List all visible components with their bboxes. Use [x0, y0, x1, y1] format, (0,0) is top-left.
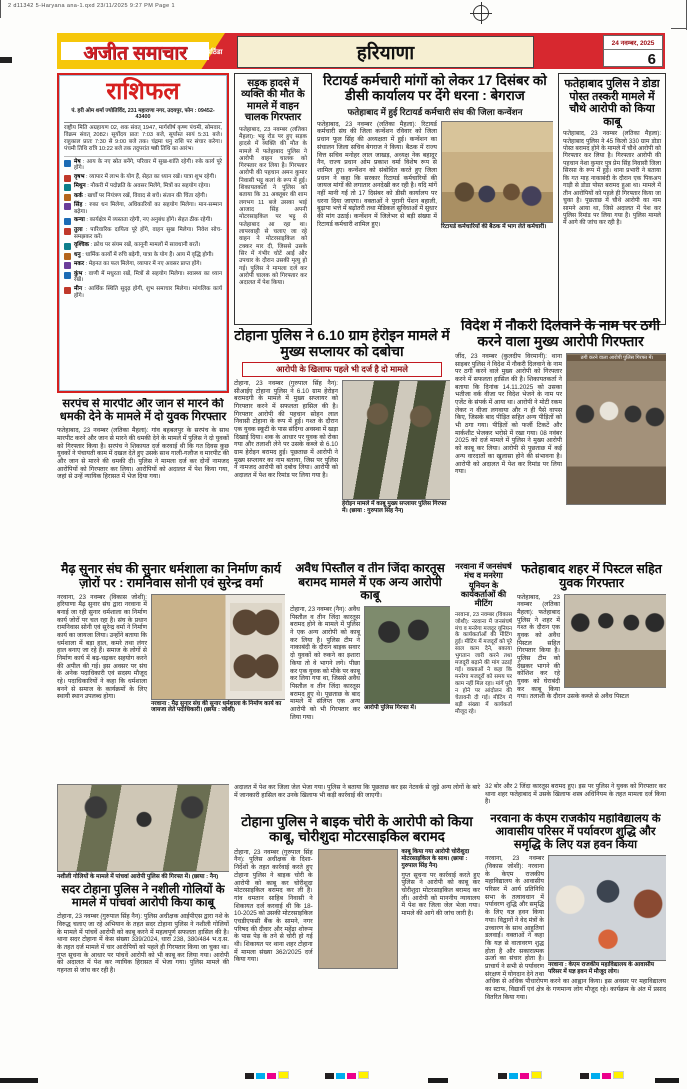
article-pistol-cartridge	[290, 562, 450, 780]
page-number: 6	[647, 51, 656, 68]
zodiac-text: वृषभ : व्यापार में लाभ के योग हैं, सेहत का ध्यान रखें। यात्रा शुभ रहेगी।	[74, 173, 217, 180]
crop-mark-left-icon	[0, 0, 1, 18]
subheadline: फतेहाबाद में हुई रिटायर्ड कर्मचारी संघ की जिला कन्वेंशन	[347, 106, 523, 117]
reg-bar-right-icon	[655, 1078, 679, 1083]
headline: अवैध पिस्तौल व तीन जिंदा कारतूस बरामद मामले में एक अन्य आरोपी काबू	[295, 562, 445, 603]
article-bike	[234, 814, 480, 1072]
zodiac-row	[64, 217, 222, 225]
zodiac-cancer-icon	[64, 194, 71, 201]
cmyk-group-4-icon	[580, 1066, 626, 1084]
zodiac-text: मीन : आर्थिक स्थिति सुदृढ़ होगी, शुभ समाचार मिलेगा। मांगलिक कार्य होंगे।	[74, 285, 222, 299]
zodiac-sagittarius-icon	[64, 253, 71, 260]
headline: नरवाना के केएम राजकीय महाविद्यालय के आवासीय परिसर में पर्यावरण शुद्धि और समृद्धि के लिए यज्ञ हवन किया	[490, 813, 661, 852]
article-body: नरवाना, 23 नवम्बर (विकास जोशी): नरवाना में जनसंघर्ष मंच व मनरेगा मजदूर यूनियन के कार्यकर्ताओं की मीटिंग हुई। मीटिंग में मजदूरों को पूरे साल काम देने, बकाया भुगतान जारी करने तथा मजदूरी बढ़ाने की मांग उठाई गई। वक्ताओं ने कहा कि मनरेगा मजदूरों को समय पर काम नहीं मिल रहा। मांगें पूरी न होने पर आंदोलन की चेतावनी दी गई। मीटिंग में बड़ी संख्या में कार्यकर्ता मौजूद रहे।	[455, 611, 512, 715]
article-pills	[57, 784, 229, 1072]
retired-meeting-photo	[441, 121, 553, 223]
photo-caption: आरोपी पुलिस गिरफ्त में।	[364, 705, 417, 712]
article-body: टोहाना, 23 नवम्बर (गुरुपाल सिंह नैन): पुलिस अधीक्षक के दिशा-निर्देशों के तहत कार्रवाई करते हुए टोहाना पुलिस ने बाइक चोरी के आरोपी को काबू कर चोरीशुदा मोटरसाइकिल बरामद कर ली है। गांव धमतान साहिब निवासी ने शिकायत दर्ज करवाई थी कि 18-10-2025 को उसकी मोटरसाइकिल एचडीएफसी बैंक के सामने, नगर परिषद की दीवार और महेंद्रा शोरूम के पास पेड़ के तने से चोरी हो गई थी। शिकायत पर थाना शहर टोहाना में मामला संख्या 362/2025 दर्ज किया गया।	[234, 848, 313, 964]
zodiac-virgo-icon	[64, 218, 71, 225]
section-box	[237, 36, 534, 68]
horoscope-credit: पं. हरी ओम शर्मा ज्योतिर्विद, 231 महाराणा नगर, उदयपुर, फोन : 09452-43400	[64, 106, 222, 123]
officials-inset-photo	[230, 603, 282, 691]
zodiac-row	[64, 174, 222, 182]
zodiac-taurus-icon	[64, 175, 71, 182]
paper-name: अजीत समाचार	[83, 43, 187, 64]
zodiac-scorpio-icon	[64, 243, 71, 250]
photo-caption: हेरोइन मामले में काबू मुख्य सप्लायर पुलिस गिरफ्त में। (छाया : गुरुपाल सिंह नैन)	[342, 500, 447, 514]
zodiac-text: सिंह : रुका धन मिलेगा, अधिकारियों का सहयोग मिलेगा। मान-सम्मान बढ़ेगा।	[74, 202, 222, 216]
photo-caption: रिटायर्ड कर्मचारियों की बैठक में भाग लेते कर्मचारी।	[441, 223, 547, 230]
photo-caption: नशीली गोलियों के मामले में पांचवां आरोपी पुलिस की गिरफ्त में। (छाया : नैन)	[57, 874, 219, 880]
headline: नरवाना में जनसंघर्ष मंच व मनरेगा यूनियन के कार्यकर्ताओं की मीटिंग	[455, 562, 512, 609]
pistol-youth-photo	[564, 594, 666, 688]
zodiac-text: मकर : मेहनत का फल मिलेगा, व्यापार में नए अवसर प्राप्त होंगे।	[74, 261, 202, 268]
zodiac-text: तुला : पारिवारिक दायित्व पूरे होंगे, वाहन सुख मिलेगा। निवेश सोच-समझकर करें।	[74, 226, 222, 240]
photo-caption: नरवाना : मैढ़ सुनार संघ की सुनार धर्मशाला के निर्माण कार्य का जायजा लेते पदाधिकारी। (छाया : जोशी)	[151, 700, 282, 714]
article-pistol-cartridge-continuation: अदालत में पेश कर जिला जेल भेजा गया। पुलिस ने बताया कि पूछताछ कर इस नेटवर्क से जुड़े अन्य लोगों के बारे में जानकारी हासिल कर उनके खिलाफ भी कड़ी कार्रवाई की जाएगी।	[234, 784, 480, 799]
zodiac-row	[64, 227, 222, 241]
headline: मैढ़ सुनार संघ की सुनार धर्मशाला का निर्माण कार्य ज़ोरों पर : रामनिवास सोनी एवं सुरेन्द्र वर्मा	[61, 562, 281, 591]
cmyk-group-2-icon	[325, 1066, 371, 1084]
pills-accused-photo	[57, 784, 229, 872]
cmyk-group-1-icon	[245, 1066, 291, 1084]
article-pistol-youth-continuation: 32 बोर और 2 जिंदा कारतूस बरामद हुए। इस पर पुलिस ने युवक को गिरफ्तार कर थाना शहर फतेहाबाद में उसके खिलाफ शस्त्र अधिनियम के तहत मामला दर्ज किया है।	[485, 783, 666, 806]
article-accident	[234, 73, 312, 325]
fraud-accused-photo	[566, 353, 666, 505]
article-sunar	[57, 562, 285, 780]
zodiac-text: मिथुन : नौकरी में पदोन्नति के अवसर मिलेंगे, मित्रों का सहयोग रहेगा।	[74, 183, 211, 190]
zodiac-row	[64, 183, 222, 191]
print-slug-line: 2 d11342 5-Haryana ana-1.qxd 23/11/2025 9:27 PM Page 1	[8, 3, 175, 9]
horoscope-intro: राष्ट्रीय मिति अग्रहायण 02, शक संवत् 1947, मार्गशीर्ष कृष्ण पंचमी, सोमवार, विक्रम संवत् 2082। सूर्योदय प्रातः 7:03 बजे, सूर्यास्त सायं 5:31 बजे। राहुकाल प्रातः 7:30 से 9:00 बजे तक। चंद्रमा धनु राशि पर संचार करेगा। पंचमी तिथि रात्रि 10:22 बजे तक तदुपरांत षष्ठी तिथि का आरंभ।	[64, 125, 222, 157]
heroin-accused-photo	[342, 380, 450, 500]
zodiac-row	[64, 252, 222, 260]
edition-label: बठिंडा	[207, 49, 223, 56]
dharamshala-construction-photo	[151, 594, 285, 700]
red-subhead-box: आरोपी के खिलाफ पहले भी दर्ज है दो मामले	[242, 362, 442, 377]
headline: टोहाना पुलिस ने बाइक चोरी के आरोपी को किया काबू, चोरीशुदा मोटरसाइकिल बरामद	[241, 814, 473, 845]
zodiac-text: मेष : आय के नए स्रोत बनेंगे, परिवार में सुख-शांति रहेगी। रुके कार्य पूरे होंगे।	[74, 158, 222, 172]
reg-dash-mid-icon	[428, 1078, 448, 1083]
zodiac-leo-icon	[64, 203, 71, 210]
article-body: टोहाना, 23 नवम्बर (नैन): अवैध पिस्तौल व तीन जिंदा कारतूस बरामद होने के मामले में पुलिस ने एक अन्य आरोपी को काबू कर लिया है। पुलिस टीम ने नाकाबंदी के दौरान बाइक सवार दो युवकों को रुकने का इशारा किया तो वे भागने लगे। पीछा कर एक युवक को मौके पर काबू कर लिया गया था, जिससे अवैध पिस्तौल व तीन जिंदा कारतूस बरामद हुए थे। पूछताछ के बाद मामले में संलिप्त एक अन्य आरोपी को भी गिरफ्तार कर लिया गया।	[290, 606, 360, 721]
article-fraud	[455, 318, 666, 558]
headline: सड़क हादसे में व्यक्ति की मौत के मामले में वाहन चालक गिरफ्तार	[241, 78, 305, 124]
article-body: फतेहाबाद, 23 नवम्बर (लतिका मैहला): गांव बहबलपुर के सरपंच के साथ मारपीट करने और जान से मारने की धमकी देने के मामले में पुलिस ने दो युवकों को गिरफ्तार किया है। सरपंच ने शिकायत दर्ज करवाई थी कि गत दिवस कुछ युवकों ने पंचायती काम में दखल देते हुए उसके साथ गाली-गलौज व मारपीट की और जान से मारने की धमकी दी। पुलिस ने मामला दर्ज कर दोनों नामजद आरोपियों को गिरफ्तार कर लिया। आरोपियों को अदालत में पेश किया गया, जहां से उन्हें न्यायिक हिरासत में भेज दिया गया।	[57, 427, 229, 481]
article-body: जींद, 23 नवम्बर (कुलदीप विरमानी): थाना साइबर पुलिस ने विदेश में नौकरी दिलवाने के नाम पर ठगी करने वाले मुख्य आरोपी को गिरफ्तार करने में सफलता हासिल की है। शिकायतकर्ता ने बताया कि दिनांक 14.11.2025 को उसका भतीजा वर्क वीजा पर विदेश भेजने के नाम पर एजेंट के संपर्क में आया था। आरोपी ने मोटी रकम लेकर न वीजा लगवाया और न ही पैसे वापस किए, जिसके बाद पीड़ित सहित अन्य पीड़ितों को भी ठगा गया। पीड़ितों को फर्जी टिकटें और मार्कशीट भेजकर भरोसे में रखा गया। 08 नवंबर 2025 को दर्ज मामले में पुलिस ने मुख्य आरोपी को काबू कर लिया। आरोपी से पूछताछ में कई अन्य वारदातों का खुलासा होने की संभावना है। आरोपी को अदालत में पेश कर रिमांड पर लिया गया।	[455, 352, 562, 476]
registration-crosshair-icon	[473, 5, 489, 21]
photo-caption: काबू किया गया आरोपी चोरीशुदा मोटरसाइकिल के साथ। (छाया : गुरुपाल सिंह नैन)	[401, 848, 470, 869]
headline: रिटायर्ड कर्मचारी मांगों को लेकर 17 दिसंबर को डीसी कार्यालय पर देंगे धरना : बेगराज	[323, 73, 547, 104]
zodiac-text: वृश्चिक : क्रोध पर संयम रखें, कानूनी मामलों में सावधानी बरतें।	[74, 242, 201, 249]
cmyk-group-3-icon	[498, 1066, 544, 1084]
article-body-2: गुप्त सूचना पर कार्रवाई करते हुए पुलिस ने आरोपी को काबू कर चोरीशुदा मोटरसाइकिल बरामद कर ली। आरोपी को माननीय न्यायालय में पेश कर जिला जेल भेजा गया। मामले की आगे की जांच जारी है।	[401, 871, 480, 918]
zodiac-row	[64, 202, 222, 216]
zodiac-row	[64, 193, 222, 201]
zodiac-text: कन्या : कार्यक्षेत्र में व्यस्तता रहेगी, नए अनुबंध होंगे। सेहत ठीक रहेगी।	[74, 217, 213, 224]
yajna-havan-photo	[548, 855, 666, 961]
article-heroin	[234, 328, 450, 558]
horoscope-box	[57, 73, 229, 393]
zodiac-capricorn-icon	[64, 262, 71, 269]
zodiac-gemini-icon	[64, 184, 71, 191]
zodiac-row	[64, 286, 222, 300]
zodiac-row	[64, 159, 222, 173]
edge-tick-icon	[0, 57, 12, 63]
headline: विदेश में नौकरी दिलवाने के नाम पर ठगी करने वाला मुख्य आरोपी गिरफ्तार	[460, 318, 661, 349]
article-body: टोहाना, 23 नवम्बर (गुरुपाल सिंह नैन): सीआईए टोहाना पुलिस ने 6.10 ग्राम हेरोइन बरामदगी के मामले में मुख्य सप्लायर को गिरफ्तार करने में सफलता हासिल की है। गिरफ्तार आरोपी की पहचान सोहन लाल निवासी टोहाना के रूप में हुई। गश्त के दौरान एक युवक स्कूटी के पास संदिग्ध अवस्था में खड़ा दिखाई दिया। शक के आधार पर युवक को रोका गया और तलाशी लेने पर उसके कब्जे से 6.10 ग्राम हेरोइन बरामद हुई। पूछताछ में आरोपी ने मुख्य सप्लायर का नाम बताया, जिस पर पुलिस ने नामजद आरोपी को दबोच लिया। आरोपी को अदालत में पेश कर रिमांड पर लिया गया है।	[234, 379, 338, 480]
pistol-accused-photo	[364, 606, 450, 704]
article-body: फतेहाबाद, 23 नवम्बर (लतिका मैहला): फतेहाबाद पुलिस ने शहर में गश्त के दौरान एक युवक को अवैध पिस्टल सहित गिरफ्तार किया है। पुलिस टीम को देखकर भागने की कोशिश कर रहे युवक को घेराबंदी कर काबू किया गया। तलाशी के दौरान उसके कब्जे से अवैध पिस्टल	[517, 593, 629, 701]
headline: फतेहाबाद पुलिस ने डोडा पोस्त तस्करी मामले में चौथे आरोपी को किया काबू	[564, 78, 660, 128]
article-sarpanch	[57, 398, 229, 558]
article-yajna	[485, 813, 666, 1072]
headline: टोहाना पुलिस ने 6.10 ग्राम हेरोइन मामले में मुख्य सप्लायर को दबोचा	[234, 328, 450, 359]
issue-date: 24 नवम्बर, 2025	[604, 36, 662, 50]
zodiac-row	[64, 261, 222, 269]
article-body: फतेहाबाद, 23 नवम्बर (लतिका मैहला): रिटायर्ड कर्मचारी संघ की जिला कन्वेंशन रविवार को जिला प्रधान फूल सिंह की अध्यक्षता में हुई। कन्वेंशन का संचालन जिला सचिव बेगराज ने किया। बैठक में राज्य वित्त सचिव मनोहर लाल जाखड़, अध्यक्ष नेक बहादुर नैन, राज्य प्रधान ओम प्रकाश वर्मा विशेष रूप से शामिल हुए। कन्वेंशन को संबोधित करते हुए जिला प्रधान ने कहा कि सरकार रिटायर्ड कर्मचारियों की जायज मांगों की लगातार अनदेखी कर रही है। यदि मांगें नहीं मानी गईं तो 17 दिसंबर को डीसी कार्यालय पर धरना दिया जाएगा। वक्ताओं ने पुरानी पेंशन बहाली, बुढ़ापा भत्ते में बढ़ोतरी तथा मेडिकल सुविधाओं में सुधार की मांग उठाई। कन्वेंशन में जिलेभर से बड़ी संख्या में रिटायर्ड कर्मचारी शामिल हुए।	[317, 120, 437, 228]
masthead	[57, 33, 665, 69]
photo-block	[566, 353, 666, 505]
zodiac-pisces-icon	[64, 287, 71, 294]
photo-block	[548, 855, 666, 976]
reg-bar-left-icon	[0, 1078, 38, 1083]
article-body: नरवाना, 23 नवम्बर (विकास जोशी): हरियाणा मैढ़ सुनार संघ द्वारा नरवाना में बनाई जा रही सुनार धर्मशाला का निर्माण कार्य जोरों पर चल रहा है। संघ के प्रधान रामनिवास सोनी एवं सुरेन्द्र वर्मा ने निर्माण कार्य का जायजा लिया। उन्होंने बताया कि धर्मशाला में बड़ा हाल, कमरे तथा लंगर हाल बनाए जा रहे हैं। समाज के लोगों से निर्माण कार्य में बढ़-चढ़कर सहयोग करने की अपील की गई। इस अवसर पर संघ के अनेक पदाधिकारी एवं सदस्य मौजूद रहे। पदाधिकारियों ने कहा कि धर्मशाला बनने से समाज के कार्यक्रमों के लिए स्थायी स्थान उपलब्ध होगा।	[57, 593, 147, 701]
photo-block	[151, 594, 285, 715]
headline: फतेहाबाद शहर में पिस्टल सहित युवक गिरफ्तार	[521, 562, 662, 591]
zodiac-aquarius-icon	[64, 272, 71, 279]
photo-block	[364, 606, 450, 712]
article-meeting	[455, 562, 512, 780]
zodiac-text: कुंभ : वाणी में मधुरता रखें, मित्रों से सहयोग मिलेगा। स्वास्थ्य का ध्यान रखें।	[74, 270, 222, 284]
photo-caption: नरवाना : केएम राजकीय महाविद्यालय के आवासीय परिसर में यज्ञ हवन में मौजूद लोग।	[548, 962, 655, 976]
article-body: नरवाना, 23 नवम्बर (विकास जोशी): नरवाना के केएम राजकीय महाविद्यालय के आवासीय परिसर में आर्य प्रतिनिधि सभा के तत्वावधान में पर्यावरण शुद्धि और समृद्धि के लिए यज्ञ हवन किया गया। विद्वानों ने वेद मंत्रों के उच्चारण के साथ आहुतियां डलवाईं। वक्ताओं ने कहा कि यज्ञ से वातावरण शुद्ध होता है और सकारात्मक ऊर्जा का संचार होता है। प्राचार्य ने सभी से पर्यावरण संरक्षण में योगदान देने तथा अधिक से अधिक पौधारोपण करने का आह्वान किया। इस अवसर पर महाविद्यालय का स्टाफ, विद्यार्थी एवं क्षेत्र के गणमान्य लोग मौजूद रहे। कार्यक्रम के अंत में प्रसाद वितरित किया गया।	[485, 855, 666, 1001]
headline: सदर टोहाना पुलिस ने नशीली गोलियों के मामले में पांचवां आरोपी किया काबू	[61, 883, 225, 910]
article-pistol-youth	[517, 562, 666, 780]
crop-mark-right2-icon	[671, 28, 687, 29]
zodiac-row	[64, 271, 222, 285]
photo-block	[564, 594, 666, 688]
photo-overlay-caption: ठगी करने वाला आरोपी पुलिस गिरफ्त में।	[567, 355, 666, 361]
article-retired	[317, 73, 553, 325]
article-body: फतेहाबाद, 23 नवम्बर (लतिका मैहला): फतेहाबाद पुलिस ने 45 किलो 330 ग्राम डोडा पोस्त बरामद होने के मामले में चौथे आरोपी को गिरफ्तार कर लिया है। गिरफ्तार आरोपी की पहचान नेशा कुमार पुत्र प्रेम सिंह निवासी जिला सिरसा के रूप में हुई। थाना प्रभारी ने बताया कि गत माह नाकाबंदी के दौरान एक पिकअप गाड़ी से डोडा पोस्त बरामद हुआ था। मामले में तीन आरोपियों को पहले ही गिरफ्तार किया जा चुका है। पूछताछ में चौथे आरोपी का नाम सामने आया था, जिसे अदालत में पेश कर पुलिस रिमांड पर लिया गया है। पुलिस मामले में आगे की जांच कर रही है।	[563, 131, 661, 227]
article-doda	[558, 73, 666, 325]
article-body: टोहाना, 23 नवम्बर (गुरुपाल सिंह नैन): पुलिस अधीक्षक आईपीएस द्वारा नशे के विरुद्ध चलाए जा रहे अभियान के तहत सदर टोहाना पुलिस ने नशीली गोलियों के मामले में पांचवें आरोपी को काबू करने में महत्वपूर्ण सफलता हासिल की है। थाना सदर टोहाना में केस संख्या 339/2024, धारा 238, 380/484 भ.द.स. के तहत दर्ज मामले में चार आरोपियों को पहले ही गिरफ्तार किया जा चुका था। गुप्त सूचना के आधार पर पांचवें आरोपी को भी काबू कर लिया गया। आरोपी को अदालत में पेश कर न्यायिक हिरासत में भेजा गया। पुलिस मामले की गहनता से जांच कर रही है।	[57, 913, 229, 974]
zodiac-row	[64, 242, 222, 250]
zodiac-aries-icon	[64, 160, 71, 167]
zodiac-text: धनु : धार्मिक कार्यों में रुचि बढ़ेगी, यात्रा के योग हैं। आय में वृद्धि होगी।	[74, 251, 214, 258]
stolen-motorcycle-photo	[318, 849, 399, 969]
photo-block	[441, 121, 553, 231]
horoscope-title: राशिफल	[106, 78, 180, 105]
zodiac-text: कर्क : खर्चों पर नियंत्रण रखें, विवाद से बचें। संतान की चिंता रहेगी।	[74, 192, 208, 199]
zodiac-libra-icon	[64, 228, 71, 235]
section-title: हरियाणा	[356, 43, 415, 64]
photo-block	[342, 380, 450, 515]
headline: सरपंच से मारपीट और जान से मारने की धमकी देने के मामले में दो युवक गिरफ्तार	[59, 398, 227, 424]
article-body: फतेहाबाद, 23 नवम्बर (लतिका मैहला): भट्टू रोड पर हुए सड़क हादसे में व्यक्ति की मौत के मामले में फतेहाबाद पुलिस ने आरोपी वाहन चालक को गिरफ्तार कर लिया है। गिरफ्तार आरोपी की पहचान अमन कुमार निवासी भट्टू कलां के रूप में हुई। शिकायतकर्ता ने पुलिस को बताया कि 31 अक्तूबर की शाम लगभग 11 बजे उसका भाई आजाद सिंह अपनी मोटरसाइकिल पर भट्टू से फतेहाबाद आ रहा था। लापरवाही से चलाए जा रहे वाहन ने मोटरसाइकिल को टक्कर मार दी, जिससे उसके सिर में गंभीर चोटें आईं और उपचार के दौरान उसकी मृत्यु हो गई। पुलिस ने मामला दर्ज कर आरोपी चालक को गिरफ्तार कर अदालत में पेश किया।	[239, 126, 307, 287]
date-page-box	[603, 35, 663, 67]
